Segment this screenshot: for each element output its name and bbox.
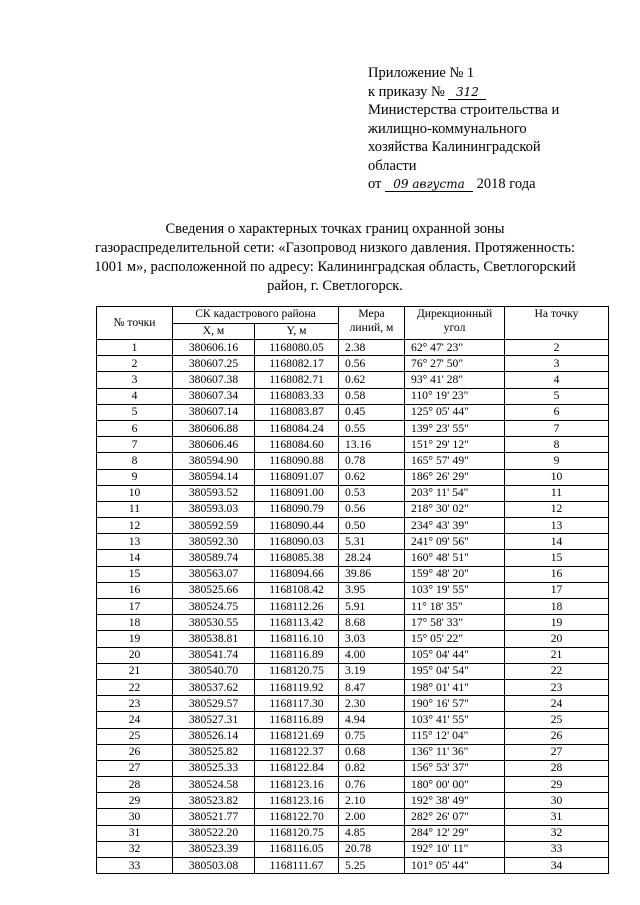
cell-measure: 2.38 [339,340,405,356]
table-row [97,388,609,404]
cell-y: 1168082.17 [255,356,339,372]
cell-bearing: 160° 48' 51" [405,550,505,566]
cell-y: 1168116.10 [255,631,339,647]
cell-y: 1168123.16 [255,777,339,793]
cell-x: 380592.30 [173,534,255,550]
table-row [97,663,609,679]
cell-point-no: 22 [97,679,173,695]
cell-x: 380537.62 [173,679,255,695]
cell-to-point: 9 [505,453,609,469]
cell-y: 1168122.84 [255,760,339,776]
cell-bearing: 11° 18' 35" [405,599,505,615]
header-to-point: На точку [505,307,609,340]
cell-measure: 3.19 [339,663,405,679]
cell-x: 380523.39 [173,841,255,857]
table-row [97,340,609,356]
cell-point-no: 28 [97,777,173,793]
cell-to-point: 25 [505,712,609,728]
cell-y: 1168090.03 [255,534,339,550]
cell-measure: 8.47 [339,679,405,695]
cell-bearing: 284° 12' 29" [405,825,505,841]
cell-x: 380607.34 [173,388,255,404]
cell-measure: 13.16 [339,437,405,453]
cell-y: 1168108.42 [255,582,339,598]
cell-point-no: 20 [97,647,173,663]
cell-to-point: 18 [505,599,609,615]
table-row [97,534,609,550]
cell-y: 1168120.75 [255,663,339,679]
cell-to-point: 4 [505,372,609,388]
cell-x: 380607.14 [173,404,255,420]
cell-bearing: 93° 41' 28" [405,372,505,388]
cell-bearing: 241° 09' 56" [405,534,505,550]
cell-measure: 3.95 [339,582,405,598]
table-row [97,518,609,534]
cell-x: 380563.07 [173,566,255,582]
cell-measure: 20.78 [339,841,405,857]
cell-y: 1168090.88 [255,453,339,469]
table-row [97,858,609,874]
cell-to-point: 29 [505,777,609,793]
cell-measure: 0.76 [339,777,405,793]
cell-bearing: 103° 41' 55" [405,712,505,728]
cell-x: 380525.66 [173,582,255,598]
table-row [97,469,609,485]
cell-point-no: 30 [97,809,173,825]
ministry-line-1: Министерства строительства и [368,102,560,118]
ministry-line-4: области [368,157,417,174]
cell-x: 380607.25 [173,356,255,372]
header-measure: Мера линий, м [339,307,405,340]
cell-y: 1168094.66 [255,566,339,582]
cell-x: 380530.55 [173,615,255,631]
cell-y: 1168084.24 [255,420,339,436]
cell-measure: 0.50 [339,518,405,534]
cell-point-no: 24 [97,712,173,728]
cell-bearing: 203° 11' 54" [405,485,505,501]
table-row [97,728,609,744]
cell-x: 380503.08 [173,858,255,874]
cell-measure: 4.94 [339,712,405,728]
cell-bearing: 159° 48' 20" [405,566,505,582]
cell-bearing: 151° 29' 12" [405,437,505,453]
cell-y: 1168090.79 [255,501,339,517]
cell-point-no: 27 [97,760,173,776]
date-suffix: 2018 года [476,176,536,192]
date-handwritten: 09 августа [385,177,473,192]
cell-bearing: 17° 58' 33" [405,615,505,631]
cell-to-point: 10 [505,469,609,485]
cell-to-point: 16 [505,566,609,582]
cell-to-point: 30 [505,793,609,809]
ministry-line-3: хозяйства Калининградской [368,139,541,155]
cell-point-no: 8 [97,453,173,469]
cell-measure: 0.75 [339,728,405,744]
cell-bearing: 195° 04' 54" [405,663,505,679]
table-row [97,744,609,760]
cell-y: 1168117.30 [255,696,339,712]
cell-y: 1168080.05 [255,340,339,356]
cell-point-no: 7 [97,437,173,453]
cell-measure: 0.62 [339,372,405,388]
cell-x: 380541.74 [173,647,255,663]
cell-y: 1168121.69 [255,728,339,744]
cell-x: 380540.70 [173,663,255,679]
cell-x: 380525.33 [173,760,255,776]
cell-measure: 28.24 [339,550,405,566]
cell-point-no: 23 [97,696,173,712]
cell-bearing: 156° 53' 37" [405,760,505,776]
cell-x: 380527.31 [173,712,255,728]
cell-point-no: 1 [97,340,173,356]
cell-x: 380522.20 [173,825,255,841]
cell-measure: 2.00 [339,809,405,825]
order-prefix: к приказу № [368,83,445,100]
table-row [97,631,609,647]
cell-y: 1168113.42 [255,615,339,631]
heading-line-2: газораспределительной сети: «Газопровод низкого давления. Протяженность: [95,240,575,256]
cell-to-point: 28 [505,760,609,776]
cell-y: 1168120.75 [255,825,339,841]
cell-to-point: 14 [505,534,609,550]
cell-to-point: 27 [505,744,609,760]
cell-bearing: 218° 30' 02" [405,501,505,517]
cell-measure: 0.55 [339,420,405,436]
cell-y: 1168083.33 [255,388,339,404]
cell-to-point: 34 [505,858,609,874]
cell-to-point: 31 [505,809,609,825]
cell-y: 1168085.38 [255,550,339,566]
cell-y: 1168123.16 [255,793,339,809]
cell-y: 1168111.67 [255,858,339,874]
cell-y: 1168084.60 [255,437,339,453]
cell-measure: 0.62 [339,469,405,485]
cell-bearing: 115° 12' 04" [405,728,505,744]
table-row [97,615,609,631]
cell-bearing: 190° 16' 57" [405,696,505,712]
cell-bearing: 192° 10' 11" [405,841,505,857]
cell-point-no: 4 [97,388,173,404]
cell-to-point: 21 [505,647,609,663]
coordinates-table [96,306,609,874]
header-x: X, м [173,324,255,340]
cell-y: 1168122.37 [255,744,339,760]
table-row [97,793,609,809]
cell-bearing: 103° 19' 55" [405,582,505,598]
appendix-title: Приложение № 1 [368,65,475,81]
cell-x: 380526.14 [173,728,255,744]
document-heading [70,220,600,296]
cell-y: 1168116.89 [255,712,339,728]
date-line [368,175,628,194]
cell-to-point: 20 [505,631,609,647]
cell-measure: 5.31 [339,534,405,550]
table-row [97,647,609,663]
cell-y: 1168116.89 [255,647,339,663]
cell-measure: 0.82 [339,760,405,776]
cell-to-point: 12 [505,501,609,517]
cell-point-no: 5 [97,404,173,420]
header-sk-group: СК кадастрового района [173,307,339,324]
cell-to-point: 22 [505,663,609,679]
cell-point-no: 6 [97,420,173,436]
header-bearing: Дирекционный угол [405,307,505,340]
cell-bearing: 186° 26' 29" [405,469,505,485]
cell-point-no: 31 [97,825,173,841]
cell-measure: 2.30 [339,696,405,712]
cell-to-point: 32 [505,825,609,841]
cell-to-point: 26 [505,728,609,744]
table-row [97,809,609,825]
cell-y: 1168082.71 [255,372,339,388]
cell-x: 380524.75 [173,599,255,615]
cell-point-no: 17 [97,599,173,615]
cell-point-no: 33 [97,858,173,874]
cell-measure: 4.85 [339,825,405,841]
cell-x: 380525.82 [173,744,255,760]
cell-x: 380524.58 [173,777,255,793]
cell-bearing: 62° 47' 23" [405,340,505,356]
cell-bearing: 198° 01' 41" [405,679,505,695]
table-row [97,712,609,728]
cell-to-point: 3 [505,356,609,372]
order-number-handwritten: 312 [448,85,486,100]
cell-point-no: 15 [97,566,173,582]
cell-measure: 4.00 [339,647,405,663]
cell-point-no: 2 [97,356,173,372]
cell-to-point: 17 [505,582,609,598]
cell-x: 380593.52 [173,485,255,501]
table-row [97,777,609,793]
cell-to-point: 33 [505,841,609,857]
table-row [97,841,609,857]
cell-y: 1168091.07 [255,469,339,485]
cell-x: 380606.88 [173,420,255,436]
cell-y: 1168122.70 [255,809,339,825]
appendix-block [368,64,628,194]
cell-x: 380594.90 [173,453,255,469]
cell-bearing: 76° 27' 50" [405,356,505,372]
cell-y: 1168112.26 [255,599,339,615]
cell-bearing: 165° 57' 49" [405,453,505,469]
table-body [97,340,609,874]
cell-to-point: 24 [505,696,609,712]
heading-line-4: район, г. Светлогорск. [267,278,403,294]
cell-measure: 0.45 [339,404,405,420]
cell-measure: 2.10 [339,793,405,809]
cell-point-no: 18 [97,615,173,631]
cell-to-point: 8 [505,437,609,453]
cell-point-no: 3 [97,372,173,388]
ministry-line-2: жилищно-коммунального [368,120,527,137]
cell-point-no: 9 [97,469,173,485]
cell-y: 1168116.05 [255,841,339,857]
cell-bearing: 180° 00' 00" [405,777,505,793]
cell-bearing: 101° 05' 44" [405,858,505,874]
cell-x: 380607.38 [173,372,255,388]
cell-measure: 5.91 [339,599,405,615]
table-row [97,356,609,372]
header-y: Y, м [255,324,339,340]
cell-x: 380521.77 [173,809,255,825]
cell-y: 1168091.00 [255,485,339,501]
cell-y: 1168090.44 [255,518,339,534]
cell-measure: 0.58 [339,388,405,404]
cell-to-point: 7 [505,420,609,436]
cell-bearing: 192° 38' 49" [405,793,505,809]
cell-to-point: 11 [505,485,609,501]
table-row [97,825,609,841]
cell-x: 380523.82 [173,793,255,809]
cell-point-no: 29 [97,793,173,809]
cell-to-point: 23 [505,679,609,695]
date-prefix: от [368,176,382,192]
cell-x: 380606.46 [173,437,255,453]
cell-x: 380529.57 [173,696,255,712]
cell-bearing: 139° 23' 55" [405,420,505,436]
table-row [97,760,609,776]
cell-x: 380589.74 [173,550,255,566]
table-row [97,696,609,712]
cell-point-no: 26 [97,744,173,760]
cell-bearing: 136° 11' 36" [405,744,505,760]
cell-point-no: 21 [97,663,173,679]
cell-point-no: 32 [97,841,173,857]
cell-bearing: 125° 05' 44" [405,404,505,420]
cell-measure: 0.78 [339,453,405,469]
cell-point-no: 14 [97,550,173,566]
cell-x: 380538.81 [173,631,255,647]
cell-point-no: 19 [97,631,173,647]
cell-measure: 0.53 [339,485,405,501]
table-row [97,566,609,582]
cell-to-point: 2 [505,340,609,356]
header-point-no: № точки [97,307,173,340]
cell-x: 380592.59 [173,518,255,534]
table-row [97,404,609,420]
cell-y: 1168083.87 [255,404,339,420]
cell-measure: 39.86 [339,566,405,582]
cell-x: 380606.16 [173,340,255,356]
cell-bearing: 15° 05' 22" [405,631,505,647]
cell-measure: 8.68 [339,615,405,631]
table-row [97,582,609,598]
cell-bearing: 110° 19' 23" [405,388,505,404]
cell-measure: 3.03 [339,631,405,647]
cell-measure: 0.56 [339,501,405,517]
cell-to-point: 15 [505,550,609,566]
cell-x: 380594.14 [173,469,255,485]
table-row [97,420,609,436]
cell-bearing: 105° 04' 44" [405,647,505,663]
cell-point-no: 25 [97,728,173,744]
cell-to-point: 13 [505,518,609,534]
table-row [97,372,609,388]
cell-to-point: 6 [505,404,609,420]
cell-to-point: 5 [505,388,609,404]
table-row [97,501,609,517]
cell-y: 1168119.92 [255,679,339,695]
cell-point-no: 16 [97,582,173,598]
cell-point-no: 10 [97,485,173,501]
cell-bearing: 282° 26' 07" [405,809,505,825]
cell-bearing: 234° 43' 39" [405,518,505,534]
table-row [97,453,609,469]
cell-to-point: 19 [505,615,609,631]
cell-measure: 5.25 [339,858,405,874]
table-row [97,485,609,501]
order-line [368,83,628,102]
table-row [97,679,609,695]
table-row [97,599,609,615]
heading-line-1: Сведения о характерных точках границ охранной зоны [165,221,505,237]
cell-point-no: 13 [97,534,173,550]
table-row [97,437,609,453]
cell-measure: 0.56 [339,356,405,372]
cell-x: 380593.03 [173,501,255,517]
heading-line-3: 1001 м», расположенной по адресу: Калининградская область, Светлогорский [94,259,576,275]
cell-point-no: 12 [97,518,173,534]
cell-measure: 0.68 [339,744,405,760]
table-row [97,550,609,566]
cell-point-no: 11 [97,501,173,517]
